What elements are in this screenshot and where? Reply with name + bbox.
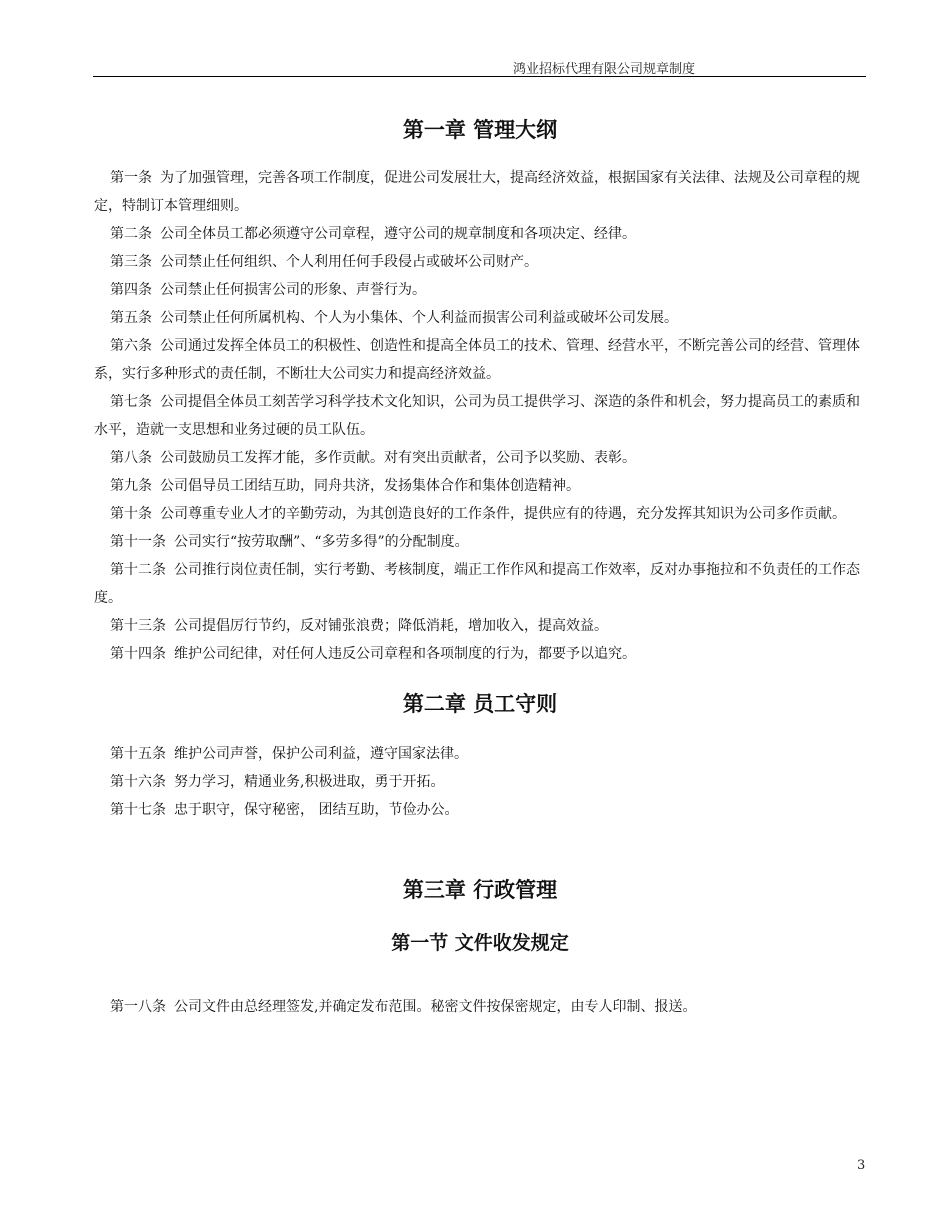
- chapter-2-articles: [94, 740, 866, 824]
- article-number: 第十二条: [110, 562, 166, 578]
- article-number: 第一条: [110, 170, 152, 186]
- article-number: 第十三条: [110, 618, 166, 634]
- section-1-articles: [94, 993, 866, 1021]
- article-number: 第六条: [110, 338, 152, 354]
- article: [94, 164, 866, 220]
- article: [94, 276, 866, 304]
- header-rule: [93, 76, 866, 77]
- article-number: 第十条: [110, 506, 152, 522]
- article-text: 公司禁止任何所属机构、个人为小集体、个人利益而损害公司利益或破坏公司发展。: [160, 310, 678, 326]
- article-number: 第十五条: [110, 746, 166, 762]
- article-number: 第二条: [110, 226, 152, 242]
- article-text: 公司提倡厉行节约，反对铺张浪费；降低消耗，增加收入，提高效益。: [174, 618, 608, 634]
- chapter-title: 第一章 管理大纲: [402, 118, 558, 142]
- article: [94, 388, 866, 444]
- running-header: 鸿业招标代理有限公司规章制度: [513, 62, 696, 77]
- article: [94, 993, 866, 1021]
- article-text: 公司禁止任何组织、个人利用任何手段侵占或破坏公司财产。: [160, 254, 538, 270]
- chapter-title: 第三章 行政管理: [402, 878, 558, 902]
- document-body: [94, 110, 866, 1021]
- article-text: 公司实行“按劳取酬”、“多劳多得”的分配制度。: [174, 534, 469, 550]
- article: [94, 556, 866, 612]
- article: [94, 304, 866, 332]
- page-number: 3: [857, 1158, 866, 1173]
- article-text: 努力学习，精通业务,积极进取，勇于开拓。: [174, 774, 445, 790]
- article: [94, 444, 866, 472]
- article-text: 公司推行岗位责任制，实行考勤、考核制度，端正工作作风和提高工作效率，反对办事拖拉和不负责任的工作态度。: [94, 562, 860, 606]
- article-text: 公司禁止任何损害公司的形象、声誉行为。: [160, 282, 426, 298]
- article: [94, 796, 866, 824]
- article-text: 维护公司纪律，对任何人违反公司章程和各项制度的行为，都要予以追究。: [174, 646, 636, 662]
- article-number: 第四条: [110, 282, 152, 298]
- article-text: 公司通过发挥全体员工的积极性、创造性和提高全体员工的技术、管理、经营水平，不断完善公司的经营、管理体系，实行多种形式的责任制，不断壮大公司实力和提高经济效益。: [94, 338, 860, 382]
- article-number: 第九条: [110, 478, 152, 494]
- article-number: 第十七条: [110, 802, 166, 818]
- article: [94, 220, 866, 248]
- article-number: 第七条: [110, 394, 152, 410]
- article-text: 公司全体员工都必须遵守公司章程，遵守公司的规章制度和各项决定、经律。: [160, 226, 636, 242]
- section-title: 第一节 文件收发规定: [391, 932, 569, 954]
- article: [94, 500, 866, 528]
- article: [94, 248, 866, 276]
- article-text: 维护公司声誉，保护公司利益，遵守国家法律。: [174, 746, 468, 762]
- article-text: 公司倡导员工团结互助，同舟共济，发扬集体合作和集体创造精神。: [160, 478, 580, 494]
- article: [94, 528, 866, 556]
- article-number: 第十一条: [110, 534, 166, 550]
- article: [94, 612, 866, 640]
- article: [94, 472, 866, 500]
- article: [94, 768, 866, 796]
- article-number: 第五条: [110, 310, 152, 326]
- article-text: 为了加强管理，完善各项工作制度，促进公司发展壮大，提高经济效益，根据国家有关法律、法规及公司章程的规定，特制订本管理细则。: [94, 170, 860, 214]
- article-number: 第十六条: [110, 774, 166, 790]
- article-number: 第三条: [110, 254, 152, 270]
- article-text: 公司文件由总经理签发,并确定发布范围。秘密文件按保密规定，由专人印制、报送。: [174, 999, 697, 1015]
- article-number: 第八条: [110, 450, 152, 466]
- chapter-1-articles: [94, 164, 866, 668]
- article: [94, 740, 866, 768]
- article-text: 公司鼓励员工发挥才能，多作贡献。对有突出贡献者，公司予以奖励、表彰。: [160, 450, 636, 466]
- article-number: 第十四条: [110, 646, 166, 662]
- article-text: 公司尊重专业人才的辛勤劳动，为其创造良好的工作条件，提供应有的待遇，充分发挥其知识为公司多作贡献。: [160, 506, 846, 522]
- article: [94, 640, 866, 668]
- article: [94, 332, 866, 388]
- article-text: 忠于职守，保守秘密， 团结互助，节俭办公。: [174, 802, 459, 818]
- article-number: 第一八条: [110, 999, 166, 1015]
- chapter-title: 第二章 员工守则: [402, 692, 558, 716]
- article-text: 公司提倡全体员工刻苦学习科学技术文化知识，公司为员工提供学习、深造的条件和机会，努力提高员工的素质和水平，造就一支思想和业务过硬的员工队伍。: [94, 394, 860, 438]
